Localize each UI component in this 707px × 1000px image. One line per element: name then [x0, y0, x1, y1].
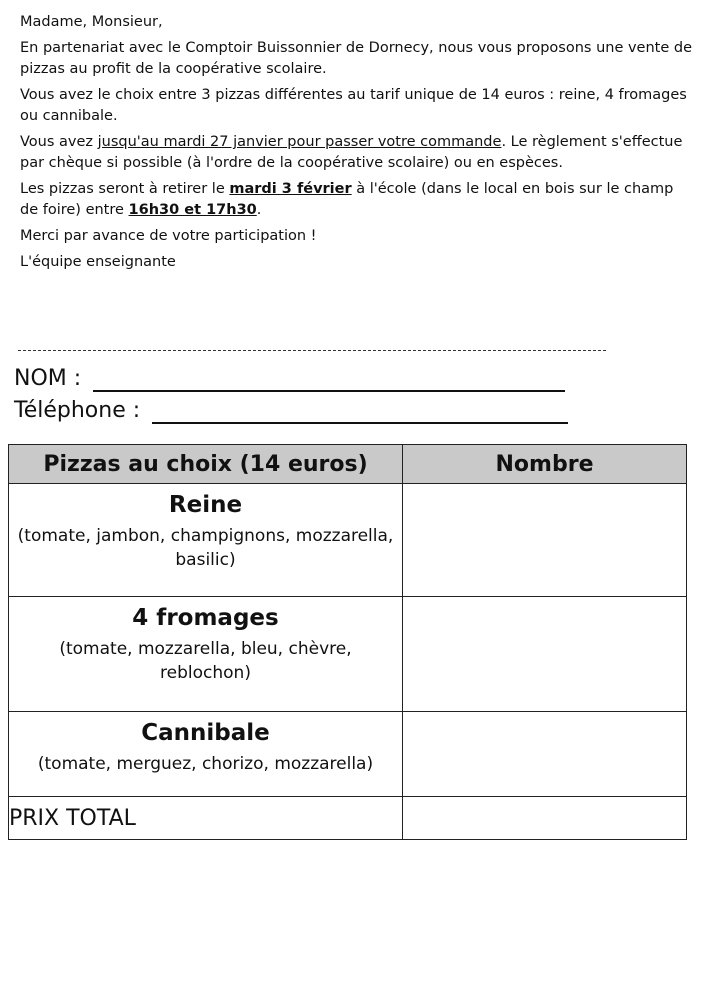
pickup-middle: à l'école (dans le local en bois sur le champ de foire) entre: [20, 181, 674, 218]
deadline-text: jusqu'au mardi 27 janvier pour passer votre commande: [97, 134, 502, 150]
table-row: [9, 484, 687, 597]
pizza-cell-cannibale: [9, 712, 403, 797]
deadline-prefix: Vous avez: [20, 134, 98, 150]
nom-input-line[interactable]: [93, 370, 565, 392]
pickup-date: mardi 3 février: [229, 181, 352, 197]
nom-label: NOM :: [14, 366, 82, 391]
telephone-input-line[interactable]: [152, 402, 568, 424]
pizza-ingredients: (tomate, merguez, chorizo, mozzarella): [37, 754, 374, 774]
nom-field: [14, 366, 565, 392]
paragraph-partnership: En partenariat avec le Comptoir Buissonnier de Dornecy, nous vous proposons une vente de pizzas au profit de la coopérative scolaire.: [20, 40, 693, 77]
table-header-row: [9, 445, 687, 484]
header-pizza: Pizzas au choix (14 euros): [9, 445, 403, 484]
paragraph-deadline: [20, 132, 692, 174]
pizza-name: Reine: [168, 492, 243, 518]
deadline-suffix: . Le règlement s'effectue par chèque si possible (à l'ordre de la coopérative scolaire) ou en espèces.: [20, 134, 683, 171]
paragraph-choice: Vous avez le choix entre 3 pizzas différentes au tarif unique de 14 euros : reine, 4 fromages ou cannibale.: [20, 87, 687, 124]
letter-body: [20, 12, 692, 278]
pizza-name: 4 fromages: [132, 605, 279, 631]
quantity-cell-cannibale[interactable]: [403, 712, 687, 797]
pizza-ingredients: (tomate, jambon, champignons, mozzarella, basilic): [17, 526, 394, 570]
table-row: [9, 712, 687, 797]
cut-line: [18, 350, 606, 351]
pizza-name: Cannibale: [141, 720, 270, 746]
pickup-time: 16h30 et 17h30: [128, 202, 257, 218]
quantity-cell-4-fromages[interactable]: [403, 597, 687, 712]
pickup-prefix: Les pizzas seront à retirer le: [20, 181, 230, 197]
paragraph-pickup: [20, 179, 692, 221]
header-nombre: Nombre: [403, 445, 687, 484]
signature: L'équipe enseignante: [20, 254, 176, 270]
pizza-ingredients: (tomate, mozzarella, bleu, chèvre, reblochon): [59, 639, 352, 683]
paragraph-thanks: Merci par avance de votre participation !: [20, 228, 317, 244]
greeting: Madame, Monsieur,: [20, 14, 163, 30]
telephone-field: [14, 398, 568, 424]
order-table: [8, 444, 687, 840]
table-row: [9, 597, 687, 712]
pizza-cell-reine: [9, 484, 403, 597]
quantity-cell-reine[interactable]: [403, 484, 687, 597]
total-price-cell[interactable]: [403, 797, 687, 840]
table-total-row: [9, 797, 687, 840]
pizza-cell-4-fromages: [9, 597, 403, 712]
total-label: PRIX TOTAL: [9, 797, 403, 840]
pickup-suffix: .: [256, 202, 262, 218]
telephone-label: Téléphone :: [14, 398, 141, 423]
